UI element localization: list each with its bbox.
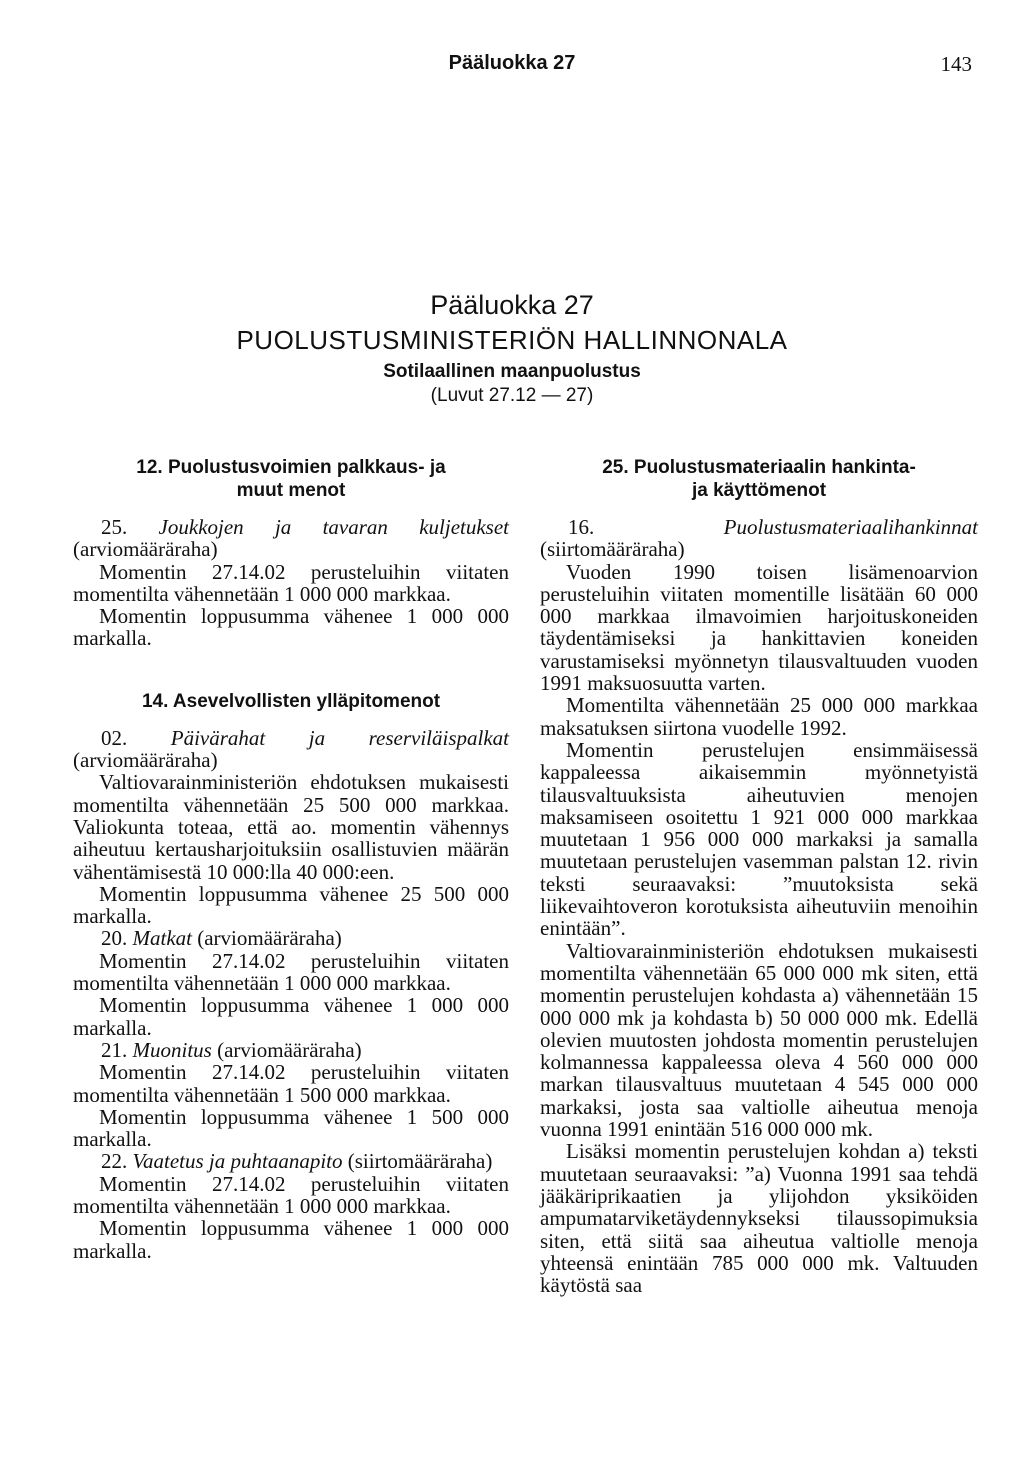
moment-20-header — [73, 927, 509, 949]
appropriation-type: (siirtomääräraha) — [347, 1149, 493, 1174]
moment-number: 02. — [101, 725, 128, 750]
chapters-range: (Luvut 27.12 — 27) — [430, 385, 594, 406]
page-header — [0, 52, 1024, 92]
paragraph: Momentin loppusumma vähenee 1 000 000 markalla. — [73, 1216, 509, 1263]
subtitle: Sotilaallinen maanpuolustus — [383, 361, 641, 382]
section-25-title-line-1: 25. Puolustusmateriaalin hankinta- — [602, 457, 916, 478]
paragraph: Momentilta vähennetään 25 000 000 markkaa maksatuksen siirtona vuodelle 1992. — [540, 693, 978, 740]
left-column — [73, 456, 509, 1262]
moment-name: Puolustusmateriaalihankinnat — [723, 515, 978, 539]
title-block — [0, 288, 1024, 408]
appropriation-type: (arviomääräraha) — [197, 926, 342, 951]
paragraph: Momentin loppusumma vähenee 1 000 000 markalla. — [73, 604, 509, 651]
section-25-title-line-2: ja käyttömenot — [691, 480, 827, 501]
appropriation-type: (arviomääräraha) — [73, 537, 218, 562]
moment-name: Päivärahat ja reserviläispalkat — [170, 725, 509, 750]
moment-16-header — [540, 516, 978, 561]
paragraph: Momentin 27.14.02 perusteluihin viitaten momentilta vähennetään 1 000 000 markkaa. — [73, 948, 509, 996]
section-12-heading — [73, 456, 509, 502]
moment-25-header — [73, 516, 509, 561]
paragraph: Valtiovarainministeriön ehdotuksen mukaisesti momentilta vähennetään 65 000 000 mk siten, että momentin perustelujen kohdasta a) vähennetään 15 000 000 mk ja kohdasta b) 50 000 000 mk. Edellä olevien muutosten johdosta momentin perustelujen kolmannessa kappaleessa oleva 4 560 000 000 markan tilausvaltuus muutetaan 4 545 000 000 markaksi, josta saa valtiolle aiheutua menoja vuonna 1991 enintään 516 000 000 mk. — [540, 938, 978, 1142]
page-number: 143 — [940, 52, 972, 76]
moment-21-header — [73, 1039, 509, 1061]
moment-number: 20. — [101, 926, 128, 951]
paragraph: Momentin 27.14.02 perusteluihin viitaten momentilta vähennetään 1 500 000 markkaa. — [73, 1060, 509, 1107]
paragraph: Momentin 27.14.02 perusteluihin viitaten momentilta vähennetään 1 000 000 markkaa. — [73, 559, 509, 606]
moment-number: 16. — [568, 515, 595, 539]
appropriation-type: (arviomääräraha) — [73, 748, 218, 773]
paragraph: Lisäksi momentin perustelujen kohdan a) teksti muutetaan seuraavaksi: ”a) Vuonna 1991 saa tehdä jääkäriprikaatien ja ylijohdon yksiköiden ampumatarviketäydennykseksi tilaussopimuksia siten, että siitä saa aiheutua valtiolle menoja yhteensä enintään 785 000 000 mk. Valtuuden käytöstä saa — [540, 1139, 978, 1298]
paragraph: Momentin loppusumma vähenee 25 500 000 markalla. — [73, 881, 509, 929]
paragraph: Momentin perustelujen ensimmäisessä kappaleessa aikaisemmin myönnetyistä tilausvaltuuksista aiheutuvien menojen maksamiseen osoitettu 1 921 000 000 markkaa muutetaan 1 956 000 000 markaksi ja samalla muutetaan perustelujen vasemman palstan 12. rivin teksti seuraavaksi: ”muutoksista sekä liikevaihtoveron korotuksista aiheutuviin menoihin enintään”. — [540, 737, 978, 941]
paragraph: Momentin loppusumma vähenee 1 500 000 markalla. — [73, 1104, 509, 1152]
paragraph: Momentin loppusumma vähenee 1 000 000 markalla. — [73, 993, 509, 1040]
moment-02-header — [73, 727, 509, 772]
ministry-title: PUOLUSTUSMINISTERIÖN HALLINNONALA — [236, 325, 788, 355]
moment-number: 21. — [101, 1037, 128, 1062]
section-12-title-line-1: 12. Puolustusvoimien palkkaus- ja — [136, 457, 446, 478]
appropriation-type: (siirtomääräraha) — [540, 537, 685, 562]
moment-name: Muonitus — [132, 1037, 212, 1062]
section-14-heading: 14. Asevelvollisten ylläpitomenot — [141, 690, 441, 712]
appropriation-type: (arviomääräraha) — [217, 1037, 362, 1062]
section-25-heading — [540, 456, 978, 502]
paragraph: Valtiovarainministeriön ehdotuksen mukaisesti momentilta vähennetään 25 500 000 markkaa. Valiokunta toteaa, että ao. momentin vähennys aiheutuu kertausharjoituksiin osallistuvien määrän vähentämisestä 10 000:lla 40 000:een. — [73, 770, 509, 884]
paragraph: Vuoden 1990 toisen lisämenoarvion perusteluihin viitaten momentille lisätään 60 000 000 markkaa ilmavoimien harjoituskoneiden täydentämiseksi ja hankittavien koneiden varustamiseksi myönnetyn tilausvaltuuden vuoden 1991 maksuosuutta varten. — [540, 559, 978, 696]
moment-22-header — [73, 1150, 509, 1172]
moment-name: Joukkojen ja tavaran kuljetukset — [158, 515, 509, 539]
moment-number: 22. — [101, 1149, 128, 1174]
running-title: Pääluokka 27 — [448, 52, 576, 74]
paragraph: Momentin 27.14.02 perusteluihin viitaten momentilta vähennetään 1 000 000 markkaa. — [73, 1171, 509, 1219]
moment-number: 25. — [101, 515, 128, 539]
right-column — [540, 456, 978, 1296]
moment-name: Vaatetus ja puhtaanapito — [132, 1149, 343, 1174]
moment-name: Matkat — [132, 926, 192, 951]
main-title: Pääluokka 27 — [430, 290, 594, 320]
section-12-title-line-2: muut menot — [236, 480, 346, 501]
